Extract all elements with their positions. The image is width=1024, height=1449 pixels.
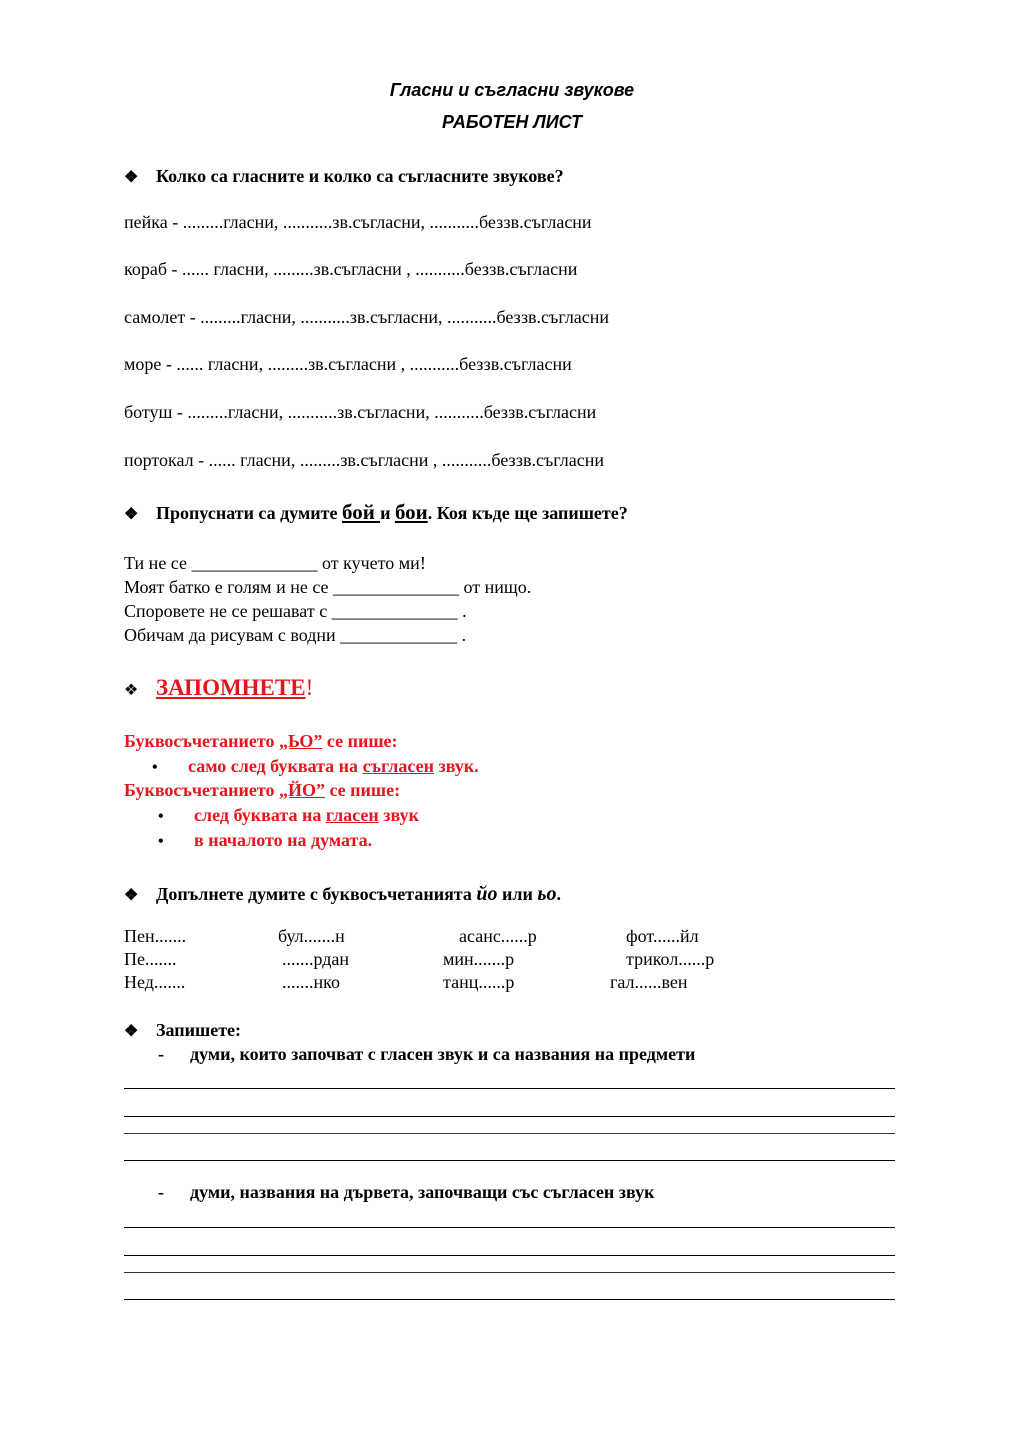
diamond-bullet-icon: ❖ — [124, 169, 139, 186]
word-blank: трикол......р — [626, 949, 715, 969]
diamond-bullet-icon: ❖ — [124, 1023, 139, 1040]
word-blank: Пе....... — [124, 949, 177, 969]
word-blank: .......нко — [282, 972, 340, 992]
fill-sentence: Ти не се ______________ от кучето ми! — [124, 553, 426, 573]
combo-soft-o: ьо — [537, 883, 557, 905]
word-blank: гал......вен — [610, 972, 688, 992]
word-blank: асанс......р — [459, 926, 537, 946]
question-vowels-consonants: ❖ Колко са гласните и колко са съгласните звукове? — [124, 166, 564, 186]
exercise-row: портокал - ...... гласни, .........зв.съгласни , ...........беззв.съгласни — [124, 450, 604, 470]
fill-sentence: Моят батко е голям и не се ______________ от нищо. — [124, 577, 532, 597]
rule-yo-short-item: • след буквата на гласен звук — [158, 805, 419, 825]
answer-line[interactable] — [124, 1160, 895, 1161]
combo-yo: йо — [476, 883, 498, 905]
diamond-bullet-icon: ❖ — [124, 506, 139, 523]
answer-line[interactable] — [124, 1088, 895, 1089]
bullet-dot-icon: • — [158, 833, 164, 850]
diamond-bullet-icon: ❖ — [124, 887, 139, 904]
bullet-dot-icon: • — [152, 759, 158, 776]
rule-yo-soft-item: • само след буквата на съгласен звук. — [152, 756, 479, 776]
exercise-row: самолет - .........гласни, ...........зв.съгласни, ...........беззв.съгласни — [124, 307, 610, 327]
write-task-vowel-objects: - думи, които започват с гласен звук и са названия на предмети — [158, 1044, 696, 1064]
question-write: ❖ Запишете: — [124, 1020, 242, 1040]
word-blank: Нед....... — [124, 972, 186, 992]
page-subtitle: РАБОТЕН ЛИСТ — [441, 112, 582, 132]
word-boi: бои — [394, 500, 428, 524]
bullet-dot-icon: • — [158, 808, 164, 825]
question-boy-boi: ❖ Пропуснати са думите бой и бои. Коя къде ще запишете? — [124, 500, 628, 524]
word-blank: Пен....... — [124, 926, 187, 946]
answer-line[interactable] — [124, 1116, 895, 1117]
word-boy: бой — [341, 500, 381, 524]
rule-yo-short-item: • в началото на думата. — [158, 830, 373, 850]
exercise-row: ботуш - .........гласни, ...........зв.съгласни, ...........беззв.съгласни — [124, 402, 597, 422]
rule-yo-short: Буквосъчетанието „ЙО” се пише: — [124, 780, 401, 800]
answer-line[interactable] — [124, 1299, 895, 1300]
page-title: Гласни и съгласни звукове — [389, 80, 635, 100]
remember-heading: ❖ ЗАПОМНЕТЕ! — [124, 675, 314, 700]
diamond-bullet-icon: ❖ — [124, 682, 139, 699]
question-fill-combos: ❖ Допълнете думите с буквосъчетанията йо или ьо. — [124, 883, 561, 905]
word-blank: бул.......н — [278, 926, 345, 946]
fill-sentence: Споровете не се решават с ______________ . — [124, 601, 467, 621]
answer-line[interactable] — [124, 1133, 895, 1134]
word-blank: мин.......р — [443, 949, 515, 969]
rule-yo-soft: Буквосъчетанието „ЬО” се пише: — [124, 731, 398, 751]
word-blank: .......рдан — [282, 949, 350, 969]
word-blank: танц......р — [443, 972, 515, 992]
fill-sentence: Обичам да рисувам с водни _____________ . — [124, 625, 467, 645]
answer-line[interactable] — [124, 1272, 895, 1273]
exercise-row: кораб - ...... гласни, .........зв.съгласни , ...........беззв.съгласни — [124, 259, 578, 279]
write-task-consonant-trees: - думи, названия на дървета, започващи със съгласен звук — [158, 1182, 655, 1202]
answer-line[interactable] — [124, 1227, 895, 1228]
answer-line[interactable] — [124, 1255, 895, 1256]
exercise-row: море - ...... гласни, .........зв.съгласни , ...........беззв.съгласни — [124, 354, 572, 374]
exercise-row: пейка - .........гласни, ...........зв.съгласни, ...........беззв.съгласни — [124, 212, 592, 232]
word-blank: фот......йл — [626, 926, 699, 946]
